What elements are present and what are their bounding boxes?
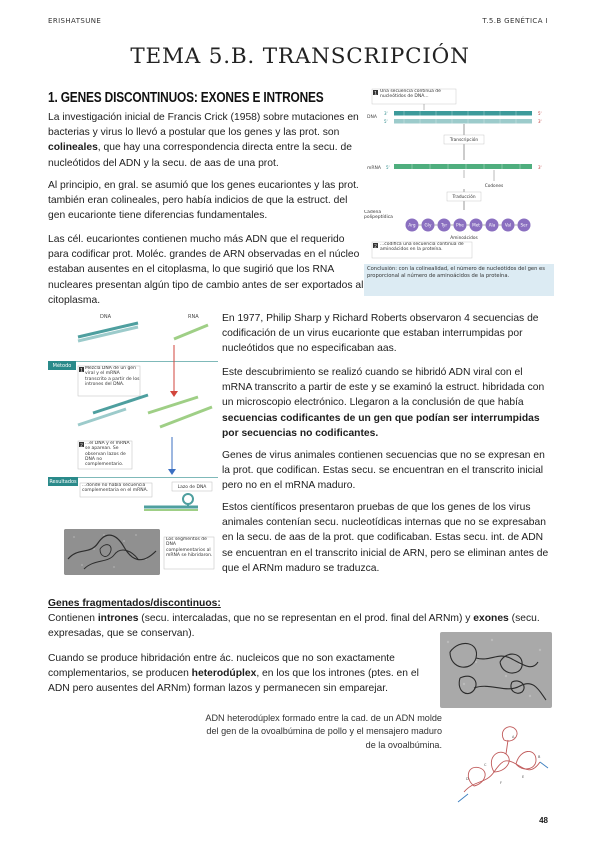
paragraph-hybridization: Este descubrimiento se realizó cuando se hibridó ADN viral con el mRNA transcrito a partir de este y se examinó la estruct. hibridada con un microscopio electrónico. Llegaron a la conclusión de que había secuencias codificantes de un gen que podían ser interrumpidas por secuencias no codificantes. [222, 367, 545, 439]
colinearity-diagram [364, 88, 556, 300]
paragraph-evidence: Estos científicos presentaron pruebas de que los genes de los virus animales contenían secu. nucleotídicas internas que no se expresaban en la secu. de aas de la prot. que codificaban. Estas secu. int. de ADN se encuentran en el transcrito inicial de ARN, pero se eliminan antes de que el ARNm maduro se traduzca. [222, 502, 549, 574]
svg-text:E: E [522, 775, 525, 779]
aminoacid-label: Val [504, 222, 512, 228]
dna-loop-label: Lazo de DNA [177, 485, 207, 491]
paragraph-assumption: Al principio, en gral. se asumió que los genes eucariontes y las prot. también eran colineales, pero había indicios de que la estruct. del gen eucarionte tiene diferencias fundamentales. [48, 180, 359, 222]
paragraph-animal-viruses: Genes de virus animales contienen secuencias que no se expresan en la prot. que codifican. Estas secu. se encuentran en el transcrito inicial pero no en el mRNA maduro. [222, 450, 545, 492]
box-continuous-dna: Una secuencia continua de nucleótidos de DNA... [380, 89, 441, 100]
method-tag: Método [52, 363, 72, 370]
aminoacid-label: Tyr [440, 222, 448, 228]
svg-text:2: 2 [80, 443, 83, 449]
aminoacid-label: Ala [488, 222, 496, 228]
figure-caption-heteroduplex: ADN heterodúplex formado entre la cad. de un ADN molde del gen de la ovoalbúmina de pollo y el mensajero maduro de la ovoalbúmina. [205, 713, 442, 750]
method-step-1: Mezcla DNA de un gen viral y el mRNA transcrito a partir de los intrones del DNA. [85, 366, 140, 387]
transcription-label: Transcripción [449, 138, 479, 143]
aminoacid-label: Ser [520, 222, 528, 228]
paragraph-introns-exons: Contienen intrones (secu. intercaladas, que no se representan en el prod. final del ARNm) y exones (secu. expresadas, que se conservan). [48, 613, 540, 640]
paragraph-sharp-roberts: En 1977, Philip Sharp y Richard Roberts observaron 4 secuencias de codificación de un virus eucarionte que estaban interrumpidas por nucleótidos que no especificaban aas. [222, 313, 539, 355]
box-continuous-protein: ...codifica una secuencia continua de aminoácidos en la proteína. [380, 242, 464, 253]
heteroduplex-micrograph [440, 632, 552, 708]
svg-text:2: 2 [374, 244, 377, 250]
result-tag: Resultados [49, 479, 77, 486]
aminoacid-chain [406, 219, 531, 232]
colinearity-figure [364, 88, 556, 300]
svg-text:5': 5' [384, 119, 388, 124]
method-step-2: ...el DNA y el mRNA se aparean. Se observan lazos de DNA no complementario. [85, 441, 130, 468]
aminoacids-label: Aminoácidos [450, 236, 478, 241]
colinearity-conclusion: Conclusión: con la colinealidad, el número de nucleótidos del gen es proporcional al número de aminoácidos de la proteína. [367, 266, 545, 279]
codons-label: Codones [484, 184, 504, 189]
header-subject: T.5.B GENÉTICA I [482, 17, 548, 25]
svg-text:A: A [512, 735, 515, 739]
mrna-label: mRNA [367, 166, 381, 171]
hybridization-figure [48, 309, 218, 577]
polypeptide-label: Cadena polipeptídica [364, 210, 393, 221]
translation-label: Traducción [452, 195, 476, 200]
subsection-heading: Genes fragmentados/discontinuos: [48, 598, 221, 609]
svg-text:D: D [466, 777, 469, 781]
paragraph-extra-dna: Las cél. eucariontes contienen mucho más ADN que el requerido para codificar prot. Moléc. grandes de ARN observadas en el núcleo estaban ausentes en el citoplasma, lo que sugirió que los RNA nucleares presentan algún tipo de cambio antes de ser exportados al citoplasma. [48, 234, 364, 306]
hybrid-rna-label: RNA [188, 314, 199, 320]
svg-text:5': 5' [386, 165, 390, 170]
svg-text:3': 3' [384, 111, 388, 116]
aminoacid-label: Arg [408, 222, 416, 228]
section-heading: 1. GENES DISCONTINUOS: EXONES E INTRONES [48, 90, 324, 106]
result-note-3: Los segmentos de DNA complementarios al mRNA se hibridaron. [166, 537, 213, 558]
aminoacid-label: Gly [424, 222, 432, 228]
result-note-1: ...donde no había secuencia complementaria en el mRNA. [82, 483, 149, 494]
heteroduplex-tracing [444, 710, 554, 810]
svg-text:1: 1 [374, 91, 377, 97]
svg-text:1: 1 [80, 368, 83, 374]
svg-text:5': 5' [538, 111, 542, 116]
dna-label: DNA [367, 115, 377, 120]
svg-text:3': 3' [538, 119, 542, 124]
paragraph-crick: La investigación inicial de Francis Crick (1958) sobre mutaciones en bacterias y virus lo llevó a postular que los genes y las prot. son colineales, que hay una correspondencia directa entre la secu. de nucleótidos del ADN y la secu. de aas de una prot. [48, 112, 359, 169]
svg-text:3': 3' [538, 165, 542, 170]
aminoacid-label: Met [472, 222, 480, 228]
hybrid-dna-label: DNA [100, 314, 112, 320]
page-title: TEMA 5.B. TRANSCRIPCIÓN [130, 44, 470, 69]
svg-text:F: F [500, 781, 503, 785]
svg-text:B: B [538, 755, 541, 759]
header-author: ERISHATSUNE [48, 17, 102, 25]
aminoacid-label: Phe [456, 222, 464, 228]
electron-micrograph-virus [64, 529, 160, 575]
paragraph-heteroduplex: Cuando se produce hibridación entre ác. nucleicos que no son exactamente complementarios, se producen heterodúplex, en los que los intrones (ptes. en el ADN pero ausentes del ARNm) forman lazos y permanecen sin emparejar. [48, 653, 419, 695]
page-number: 48 [539, 816, 548, 825]
svg-text:C: C [484, 763, 487, 767]
